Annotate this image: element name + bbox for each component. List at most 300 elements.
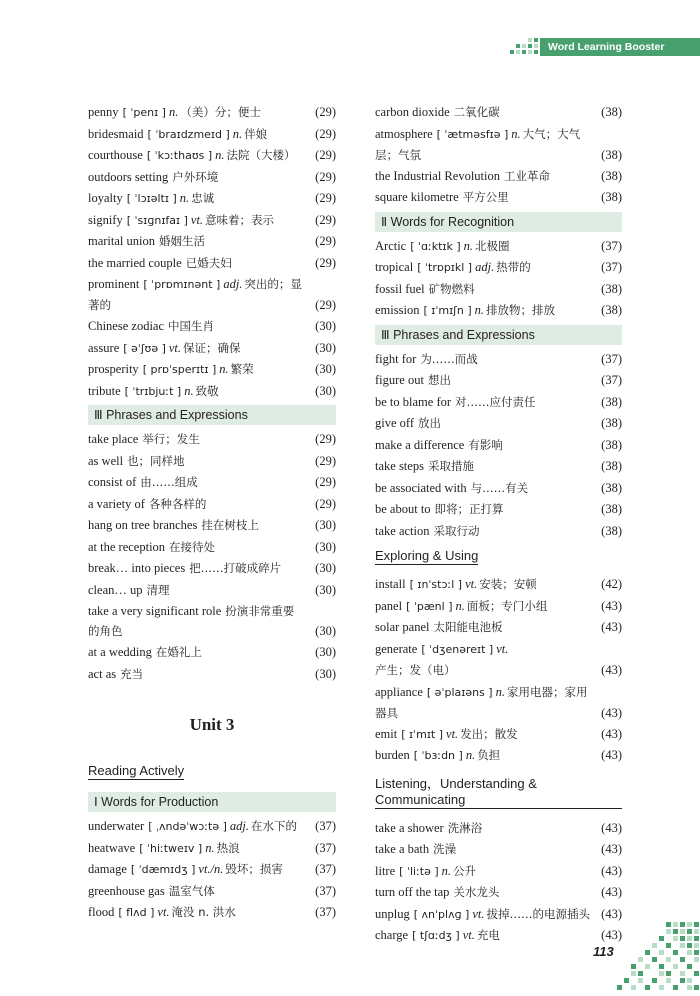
phonetic: [ ɪˈmɪʃn ]: [423, 304, 472, 317]
page-reference: (29): [315, 298, 336, 312]
phonetic: [ ˈprɒmɪnənt ]: [143, 278, 221, 291]
translation: 关水龙头: [453, 885, 500, 899]
phonetic: [ ˈsɪɡnɪfaɪ ]: [126, 213, 188, 227]
headword: a variety of: [88, 496, 145, 511]
page-reference: (29): [315, 191, 336, 205]
headword: flood: [88, 905, 115, 919]
headword: Arctic: [375, 238, 407, 253]
page-reference: (43): [601, 928, 622, 942]
vocab-entry: [88, 859, 336, 881]
vocab-entry: [88, 210, 336, 232]
translation: 家用电器；家用器具: [375, 684, 588, 720]
part-of-speech: vt.: [157, 905, 170, 919]
headword: panel: [375, 598, 403, 613]
headword: litre: [375, 863, 396, 878]
part-of-speech: vt.: [168, 340, 182, 355]
page-reference: (38): [601, 523, 622, 538]
translation: 二氧化碳: [453, 105, 500, 119]
left-block-2: [88, 429, 336, 685]
translation: 也；同样地: [127, 453, 185, 468]
vocab-entry: [375, 435, 622, 457]
page-reference: (38): [601, 190, 622, 204]
headword: as well: [88, 453, 124, 468]
headword: charge: [375, 928, 409, 942]
translation: 公升: [453, 863, 477, 878]
translation: 婚姻生活: [159, 234, 205, 248]
headword: damage: [88, 862, 127, 876]
headword: take a shower: [375, 820, 444, 835]
page-reference: (29): [315, 126, 336, 141]
phonetic: [ ˌʌndəˈwɔːtə ]: [148, 820, 227, 833]
translation: 在接待处: [169, 539, 216, 554]
translation: 在水下的: [251, 819, 298, 833]
phonetic: [ ɪˈmɪt ]: [401, 727, 444, 741]
page-reference: (38): [601, 480, 622, 495]
page-reference: (29): [315, 475, 336, 489]
headword: hang on tree branches: [88, 518, 198, 532]
page-reference: (30): [315, 561, 336, 575]
vocab-entry: [88, 316, 336, 338]
page-reference: (38): [601, 459, 622, 473]
translation: 中国生肖: [168, 319, 215, 333]
translation: 突出的；显著的: [88, 277, 302, 312]
phonetic: [ ˈlɔɪəltɪ ]: [126, 192, 177, 205]
headword: unplug: [375, 906, 410, 921]
translation: 有影响: [468, 437, 503, 452]
part-of-speech: vt./n.: [198, 862, 224, 876]
headword: turn off the tap: [375, 885, 450, 899]
headword: take action: [375, 523, 430, 538]
phonetic: [ ˈbɜːdn ]: [413, 749, 463, 762]
translation: 在婚礼上: [155, 645, 202, 659]
phonetic: [ ˈpænl ]: [406, 599, 453, 613]
headword: at the reception: [88, 539, 166, 554]
translation: 太阳能电池板: [433, 620, 503, 634]
page-reference: (29): [315, 148, 336, 162]
vocab-entry: [88, 145, 336, 167]
headword: emit: [375, 726, 398, 741]
part-of-speech: n.: [511, 126, 521, 141]
headword: act as: [88, 666, 117, 681]
translation: 安装；安顿: [479, 577, 537, 591]
vocab-entry: [88, 102, 336, 124]
headword: take place: [88, 432, 139, 446]
page-reference: (30): [315, 582, 336, 597]
vocab-entry: [88, 558, 336, 580]
vocab-entry: [375, 300, 622, 322]
phonetic: [ ˈdæmɪdʒ ]: [130, 863, 196, 876]
page-reference: (30): [315, 624, 336, 638]
translation: 充当: [120, 666, 144, 681]
page-reference: (43): [601, 748, 622, 762]
vocab-entry: [375, 413, 622, 435]
footer-pixel-decoration: [616, 920, 700, 996]
page-reference: (38): [601, 502, 622, 516]
headword: penny: [88, 105, 119, 119]
page-reference: (43): [601, 705, 622, 720]
vocab-entry: [375, 818, 622, 840]
vocab-entry: [88, 881, 336, 903]
header-band: Word Learning Booster: [540, 38, 700, 56]
part-of-speech: vt.: [462, 928, 475, 942]
page-reference: (43): [601, 820, 622, 835]
vocab-entry: [88, 580, 336, 602]
vocab-entry: [375, 124, 622, 166]
left-block-1: [88, 102, 336, 402]
phonetic: [ ˈliːtə ]: [399, 864, 439, 878]
translation: 热浪: [216, 840, 240, 855]
headword: install: [375, 577, 406, 591]
headword: signify: [88, 212, 123, 227]
headword: underwater: [88, 819, 145, 833]
part-of-speech: n.: [215, 148, 225, 162]
headword: take a bath: [375, 842, 430, 856]
translation: 矿物燃料: [428, 281, 475, 296]
page-reference: (37): [601, 351, 622, 366]
page-reference: (29): [315, 169, 336, 184]
part-of-speech: n.: [441, 863, 452, 878]
phonetic: [ prɒˈsperɪtɪ ]: [142, 363, 217, 376]
translation: 充电: [476, 928, 500, 942]
phonetic: [ ˈkɔːthaʊs ]: [146, 149, 213, 162]
vocab-entry: [88, 537, 336, 559]
part-of-speech: n.: [495, 684, 505, 699]
phonetic: [ tʃɑːdʒ ]: [412, 929, 460, 942]
part-of-speech: n.: [219, 362, 229, 376]
page-reference: (37): [315, 840, 336, 855]
right-block-5: [375, 818, 622, 947]
headword: tropical: [375, 260, 414, 274]
translation: 负担: [477, 748, 501, 762]
phonetic: [ əˈplaɪəns ]: [426, 685, 493, 699]
vocab-entry: [88, 429, 336, 451]
page-reference: (30): [315, 340, 336, 355]
phonetic: [ ˈpenɪ ]: [122, 106, 166, 119]
page-reference: (37): [315, 883, 336, 898]
page-reference: (43): [601, 885, 622, 899]
part-of-speech: vt.: [465, 577, 478, 591]
phonetic: [ ˈætməsfɪə ]: [436, 127, 509, 141]
vocab-entry: [375, 257, 622, 279]
phonetic: [ ˈhiːtweɪv ]: [139, 841, 203, 855]
vocab-entry: [88, 381, 336, 403]
headword: greenhouse gas: [88, 883, 165, 898]
phonetic: [ ˈɑːktɪk ]: [410, 239, 461, 253]
headword: tribute: [88, 383, 121, 398]
page-reference: (30): [315, 666, 336, 681]
vocab-entry: [88, 338, 336, 360]
vocab-entry: [375, 617, 622, 639]
headword: courthouse: [88, 148, 143, 162]
right-block-4: [375, 574, 622, 767]
unit-title: Unit 3: [189, 715, 235, 734]
page-reference: (30): [315, 383, 336, 398]
page-reference: (38): [601, 303, 622, 317]
page-reference: (43): [601, 863, 622, 878]
translation: 伴娘: [244, 126, 268, 141]
headword: break… into pieces: [88, 561, 186, 575]
page-reference: (38): [601, 281, 622, 296]
vocab-entry: [88, 253, 336, 275]
page-reference: (29): [315, 234, 336, 248]
headword: emission: [375, 303, 420, 317]
part-of-speech: n.: [184, 383, 194, 398]
vocab-entry: [375, 102, 622, 124]
vocab-entry: [375, 499, 622, 521]
headword: make a difference: [375, 437, 465, 452]
part-of-speech: n.: [179, 191, 190, 205]
part-of-speech: n.: [205, 840, 215, 855]
vocab-entry: [88, 188, 336, 210]
translation: 温室气体: [168, 883, 215, 898]
vocab-entry: [375, 745, 622, 767]
right-block-3: [375, 349, 622, 543]
page-reference: (29): [315, 496, 336, 511]
translation: 忠诚: [191, 191, 215, 205]
page-reference: (43): [601, 620, 622, 634]
headword: solar panel: [375, 620, 430, 634]
translation: 即将；正打算: [434, 502, 504, 516]
page-reference: (43): [601, 598, 622, 613]
page-reference: (43): [601, 842, 622, 856]
section-heading-reading: Reading Actively: [88, 763, 185, 778]
headword: consist of: [88, 475, 137, 489]
vocab-entry: [88, 816, 336, 838]
translation: 淹没 n. 洪水: [171, 905, 236, 919]
translation: 毁坏；损害: [225, 862, 283, 876]
phonetic: [ ˈtrɒpɪkl ]: [417, 261, 473, 274]
headword: fight for: [375, 351, 417, 366]
phonetic: [ flʌd ]: [118, 906, 155, 919]
part-of-speech: vt.: [446, 726, 459, 741]
page-number: 113: [593, 944, 614, 959]
vocab-entry: [88, 515, 336, 537]
translation: 发出；散发: [460, 726, 518, 741]
translation: 面板；专门小组: [466, 598, 548, 613]
headword: the Industrial Revolution: [375, 168, 500, 183]
vocab-entry: [375, 521, 622, 543]
translation: 把……打破成碎片: [189, 561, 282, 575]
part-of-speech: n.: [232, 126, 243, 141]
right-block-1: [375, 102, 622, 209]
vocab-entry: [375, 166, 622, 188]
vocab-entry: [88, 124, 336, 146]
vocab-entry: [88, 902, 336, 924]
vocab-entry: [375, 596, 622, 618]
headword: prosperity: [88, 362, 139, 376]
headword: appliance: [375, 684, 423, 699]
page-reference: (38): [601, 105, 622, 119]
headword: be associated with: [375, 480, 467, 495]
headword: assure: [88, 340, 120, 355]
headword: take steps: [375, 459, 424, 473]
translation: 各种各样的: [148, 496, 207, 511]
headword: at a wedding: [88, 645, 152, 659]
page-reference: (42): [601, 577, 622, 591]
vocab-entry: [88, 664, 336, 686]
section-bar-production: Ⅰ Words for Production: [88, 792, 336, 812]
translation: 为……而战: [420, 351, 478, 366]
vocab-entry: [375, 478, 622, 500]
page-reference: (29): [315, 453, 336, 468]
phonetic: [ əˈʃʊə ]: [123, 341, 166, 355]
headword: be to blame for: [375, 394, 452, 409]
page-reference: (37): [601, 260, 622, 274]
headword: bridesmaid: [88, 126, 144, 141]
translation: 户外环境: [172, 169, 219, 184]
page-reference: (29): [315, 212, 336, 227]
headword: marital union: [88, 234, 155, 248]
headword: carbon dioxide: [375, 105, 450, 119]
translation: 致敬: [195, 383, 219, 398]
page-reference: (37): [315, 819, 336, 833]
translation: 排放物；排放: [486, 303, 555, 317]
vocab-entry: [375, 639, 622, 682]
vocab-entry: [88, 167, 336, 189]
translation: 已婚夫妇: [185, 255, 232, 270]
page-reference: (29): [315, 432, 336, 446]
section-bar-recognition: Ⅱ Words for Recognition: [375, 212, 622, 232]
translation: 挂在树枝上: [201, 518, 259, 532]
headword: the married couple: [88, 255, 182, 270]
page-reference: (38): [601, 168, 622, 183]
translation: 产生；发（电）: [375, 663, 456, 677]
page-reference: (30): [315, 518, 336, 532]
translation: 热带的: [496, 260, 531, 274]
left-column: [88, 102, 336, 924]
translation: （美）分；便士: [180, 105, 261, 119]
translation: 拔掉……的电源插头: [486, 906, 591, 921]
vocab-entry: [375, 882, 622, 904]
page-reference: (38): [601, 147, 622, 162]
headword: burden: [375, 748, 410, 762]
headword: square kilometre: [375, 190, 459, 204]
page-reference: (37): [315, 862, 336, 876]
vocab-entry: [88, 274, 336, 316]
translation: 放出: [418, 416, 441, 430]
translation: 采取行动: [433, 523, 480, 538]
page-reference: (38): [601, 394, 622, 409]
section-bar-phrases-2: Ⅲ Phrases and Expressions: [375, 325, 622, 345]
page-reference: (38): [601, 437, 622, 452]
part-of-speech: n.: [474, 303, 484, 317]
translation: 扮演非常重要的角色: [88, 604, 295, 638]
translation: 想出: [427, 373, 451, 387]
part-of-speech: adj.: [223, 277, 243, 291]
part-of-speech: adj.: [229, 819, 250, 833]
vocab-entry: [88, 494, 336, 516]
part-of-speech: n.: [168, 105, 179, 119]
translation: 北极圈: [475, 238, 510, 253]
headword: prominent: [88, 277, 140, 291]
part-of-speech: n.: [455, 598, 465, 613]
headword: figure out: [375, 373, 424, 387]
headword: Chinese zodiac: [88, 319, 165, 333]
section-bar-phrases: Ⅲ Phrases and Expressions: [88, 405, 336, 425]
translation: 大气；大气层；气氛: [375, 126, 581, 162]
headword: give off: [375, 416, 414, 430]
vocab-entry: [375, 682, 622, 724]
vocab-entry: [375, 904, 622, 926]
vocab-entry: [88, 838, 336, 860]
vocab-entry: [375, 236, 622, 258]
phonetic: [ ʌnˈplʌɡ ]: [413, 907, 470, 921]
headword: fossil fuel: [375, 281, 425, 296]
right-column: [375, 102, 622, 947]
page-reference: (30): [315, 539, 336, 554]
right-block-2: [375, 236, 622, 322]
part-of-speech: n.: [465, 748, 476, 762]
phonetic: [ ˈtrɪbjuːt ]: [124, 384, 182, 398]
translation: 采取措施: [427, 459, 474, 473]
headword: outdoors setting: [88, 169, 169, 184]
vocab-entry: [375, 574, 622, 596]
page-reference: (43): [601, 906, 622, 921]
translation: 举行；发生: [142, 432, 200, 446]
section-heading-exploring: Exploring & Using: [375, 548, 479, 563]
part-of-speech: vt.: [190, 212, 204, 227]
vocab-entry: [88, 451, 336, 473]
page-reference: (29): [315, 105, 336, 119]
page-reference: (30): [315, 319, 336, 333]
page-reference: (43): [601, 663, 622, 677]
translation: 与……有关: [470, 480, 529, 495]
headword: be about to: [375, 502, 431, 516]
vocab-entry: [88, 231, 336, 253]
vocab-entry: [375, 456, 622, 478]
part-of-speech: adj.: [475, 260, 495, 274]
vocab-entry: [88, 601, 336, 642]
page-reference: (43): [601, 726, 622, 741]
vocab-entry: [88, 642, 336, 664]
page-reference: (37): [601, 373, 622, 387]
section-heading-listening: Listening，Understanding & Communicating: [375, 773, 622, 809]
headword: loyalty: [88, 191, 123, 205]
translation: 由……组成: [140, 475, 198, 489]
translation: 工业革命: [503, 168, 550, 183]
vocab-entry: [88, 359, 336, 381]
vocab-entry: [375, 187, 622, 209]
phonetic: [ ˈdʒenəreɪt ]: [421, 642, 494, 656]
phonetic: [ ɪnˈstɔːl ]: [409, 578, 463, 591]
page-reference: (30): [315, 645, 336, 659]
headword: generate: [375, 641, 418, 656]
translation: 法院（大楼）: [226, 148, 296, 162]
phonetic: [ ˈbraɪdzmeɪd ]: [147, 127, 230, 141]
vocab-entry: [375, 925, 622, 947]
vocab-entry: [375, 724, 622, 746]
translation: 繁荣: [230, 362, 254, 376]
vocab-entry: [375, 861, 622, 883]
page-reference: (30): [315, 362, 336, 376]
headword: take a very significant role: [88, 604, 222, 618]
translation: 平方公里: [462, 190, 509, 204]
vocab-entry: [375, 839, 622, 861]
translation: 洗淋浴: [447, 820, 483, 835]
part-of-speech: vt.: [496, 641, 509, 656]
translation: 清理: [146, 582, 170, 597]
headword: heatwave: [88, 840, 136, 855]
translation: 对……应付责任: [455, 394, 536, 409]
part-of-speech: n.: [463, 238, 474, 253]
vocab-entry: [88, 472, 336, 494]
left-block-3: [88, 816, 336, 924]
translation: 保证；确保: [183, 340, 241, 355]
translation: 意味着；表示: [205, 212, 275, 227]
headword: atmosphere: [375, 126, 433, 141]
page-reference: (37): [601, 238, 622, 253]
page-reference: (29): [315, 255, 336, 270]
